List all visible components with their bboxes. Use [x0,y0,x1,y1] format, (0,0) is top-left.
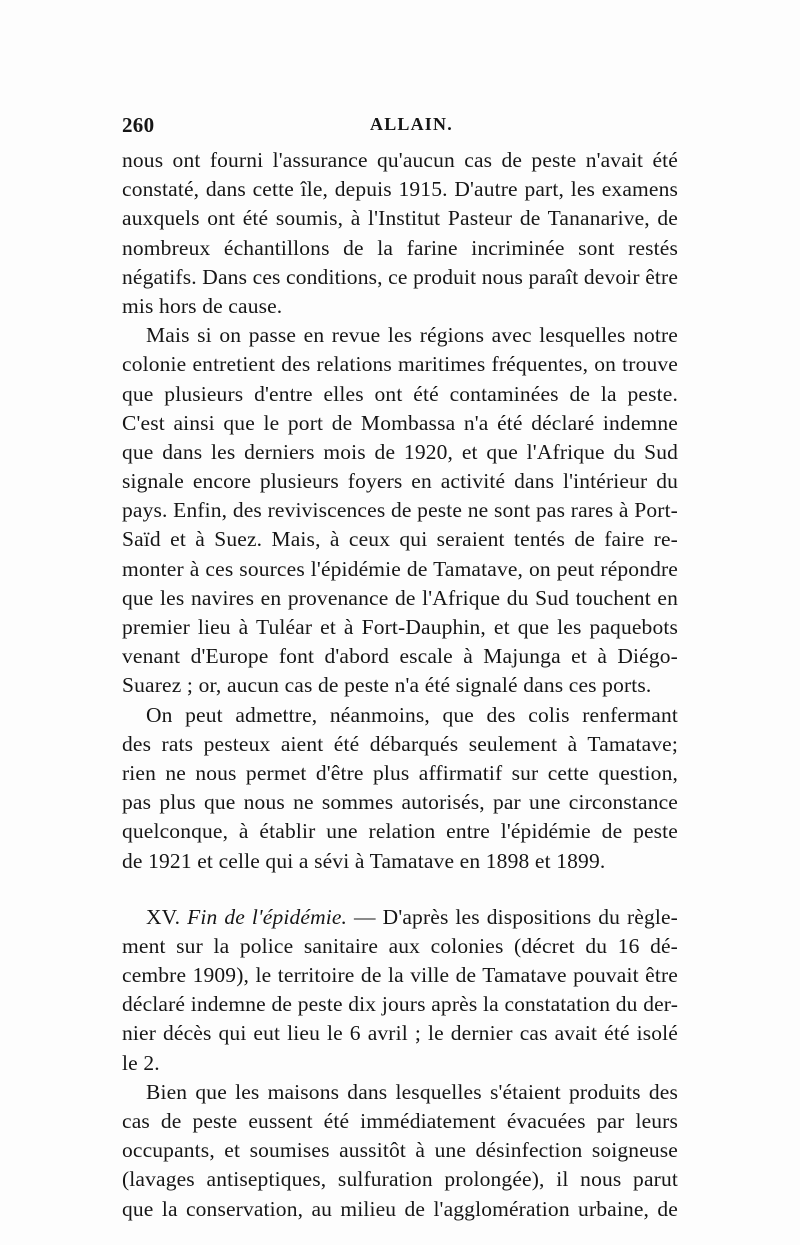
text-line: que la conservation, au milieu de l'agglomération urbaine, de [122,1196,678,1221]
text-line: nombreux échantillons de la farine incriminée sont restés [122,235,678,260]
text-line: Mais si on passe en revue les régions avec lesquelles notre [146,323,678,348]
text-line: ment sur la police sanitaire aux colonies (décret du 16 dé- [122,933,678,958]
section-heading: Fin de l'épidémie. [187,904,348,929]
text-line: Saïd et à Suez. Mais, à ceux qui seraient tentés de faire re- [122,527,678,552]
text-line: nier décès qui eut lieu le 6 avril ; le dernier cas avait été isolé [122,1021,678,1046]
text-line: cembre 1909), le territoire de la ville de Tamatave pouvait être [122,963,678,988]
text-line: cas de peste eussent été immédiatement évacuées par leurs [122,1109,678,1133]
text-line: signale encore plusieurs foyers en activité dans l'intérieur du [122,469,678,494]
text-line: premier lieu à Tuléar et à Fort-Dauphin, et que les paquebots [122,615,678,639]
text-line: pays. Enfin, des reviviscences de peste ne sont pas rares à Port- [122,498,678,523]
text-line: rien ne nous permet d'être plus affirmatif sur cette question, [122,760,678,785]
text-line: monter à ces sources l'épidémie de Tamatave, on peut répondre [122,556,678,581]
text-line: que les navires en provenance de l'Afrique du Sud touchent en [122,585,678,610]
text-line: négatifs. Dans ces conditions, ce produit nous paraît devoir être [122,264,679,289]
body-text [122,146,678,1224]
section-first-line-rest: — D'après les dispositions du règle- [347,904,678,929]
running-title: ALLAIN. [370,114,453,134]
paragraph-2 [122,321,678,700]
text-line: Suarez ; or, aucun cas de peste n'a été signalé dans ces ports. [122,673,652,698]
text-line: pas plus que nous ne sommes autorisés, par une circonstance [122,790,678,815]
section-xv [122,903,678,1078]
text-line: que dans les derniers mois de 1920, et que l'Afrique du Sud [122,439,678,464]
paragraph-gap [122,876,678,903]
text-line: que plusieurs d'entre elles ont été contaminées de la peste. [122,381,678,406]
text-line: déclaré indemne de peste dix jours après la constatation du der- [122,992,678,1017]
text-line: auxquels ont été soumis, à l'Institut Pasteur de Tananarive, de [122,206,678,231]
paragraph-3 [122,701,678,876]
text-line: le 2. [122,1050,160,1075]
text-line: mis hors de cause. [122,293,283,318]
paragraph-1 [122,146,678,321]
text-line: occupants, et soumises aussitôt à une désinfection soigneuse [122,1138,678,1163]
section-numeral: XV. [146,904,181,929]
text-line: On peut admettre, néanmoins, que des colis renfermant [146,702,678,727]
text-line: colonie entretient des relations maritimes fréquentes, on trouve [122,352,678,377]
text-line: Bien que les maisons dans lesquelles s'étaient produits des [146,1079,678,1104]
text-line: constaté, dans cette île, depuis 1915. D'autre part, les examens [122,177,678,202]
text-line: venant d'Europe font d'abord escale à Majunga et à Diégo- [122,644,678,669]
section-first-line [122,903,678,932]
paragraph-5 [122,1078,678,1224]
text-line: nous ont fourni l'assurance qu'aucun cas de peste n'avait été [122,148,678,172]
text-line: quelconque, à établir une relation entre l'épidémie de peste [122,819,678,844]
text-line: C'est ainsi que le port de Mombassa n'a été déclaré indemne [122,410,678,435]
page-number: 260 [122,113,155,137]
running-head [122,113,678,139]
text-line: (lavages antiseptiques, sulfuration prolongée), il nous parut [122,1167,678,1192]
text-line: de 1921 et celle qui a sévi à Tamatave en 1898 et 1899. [122,848,606,873]
text-line: des rats pesteux aient été débarqués seulement à Tamatave; [122,731,678,756]
